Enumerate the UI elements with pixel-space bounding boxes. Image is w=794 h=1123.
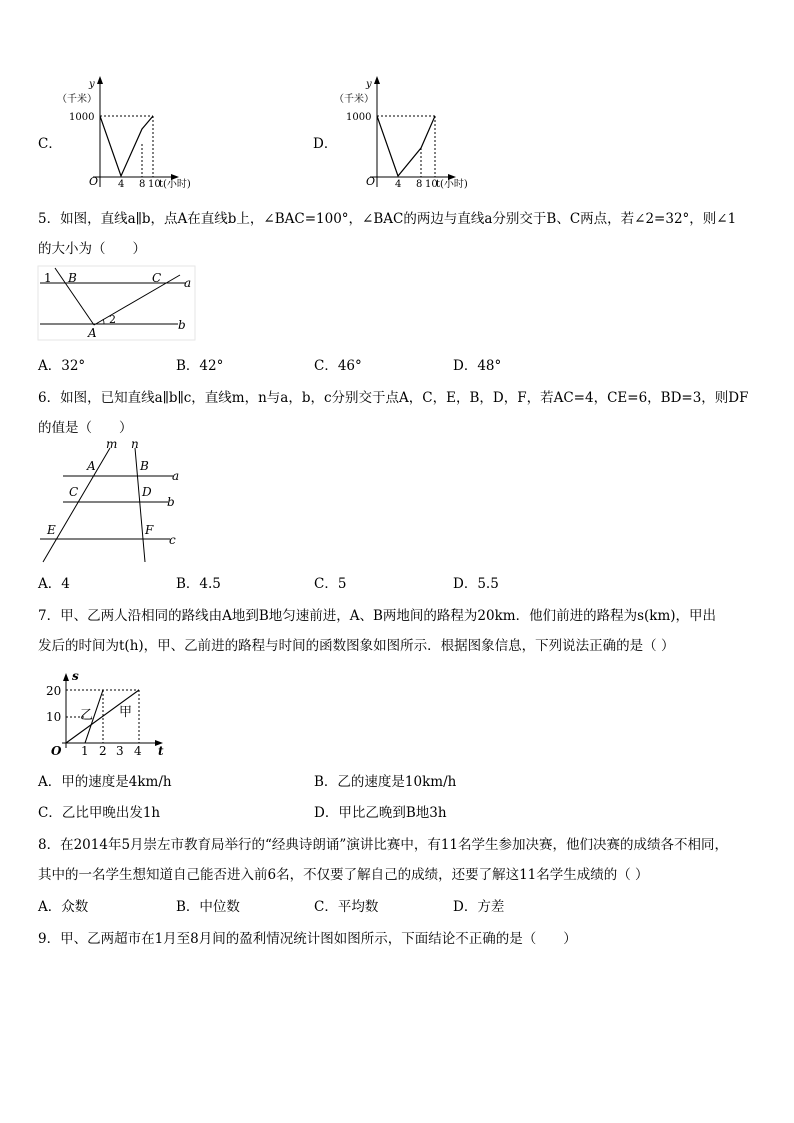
q6-label-b: b (167, 495, 175, 509)
q7-x-tick-1: 1 (81, 744, 89, 758)
q4d-x-tick-4: 4 (395, 179, 402, 190)
q8-option-d: D．方差 (453, 899, 505, 915)
q5-option-c: C．46° (314, 358, 362, 374)
q4c-x-tick-8: 8 (139, 179, 146, 190)
q8-option-a: A．众数 (38, 899, 89, 915)
q7-origin: O (51, 744, 62, 758)
q7-stem-line2: 发后的时间为t(h)，甲、乙前进的路程与时间的函数图象如图所示．根据图象信息，下列说法正确的是（ ） (38, 638, 675, 654)
q4d-y-tick-1000: 1000 (346, 112, 372, 123)
q7-yi-label: 乙 (80, 708, 94, 723)
q4-option-d-label: D． (313, 136, 338, 152)
q8-stem-line2: 其中的一名学生想知道自己能否进入前6名，不仅要了解自己的成绩，还要了解这11名学生成绩的（ ） (38, 867, 649, 883)
q4c-x-tick-4: 4 (118, 179, 125, 190)
q4d-y-unit: （千米） (334, 94, 374, 105)
q6-line-m (43, 448, 110, 562)
q5-option-b: B．42° (176, 358, 224, 374)
q6-option-c: C．5 (314, 576, 347, 592)
q7-option-a: A．甲的速度是4km/h (38, 774, 172, 790)
q7-t-label: t (158, 744, 164, 758)
q4-graph-d (332, 72, 512, 197)
q7-x-tick-2: 2 (99, 744, 107, 758)
q4d-x-tick-8: 8 (416, 179, 423, 190)
q5-stem-line1: 5．如图，直线a∥b，点A在直线b上，∠BAC=100°，∠BAC的两边与直线a分别交于B、C两点，若∠2=32°，则∠1 (38, 211, 737, 227)
q8-option-c: C．平均数 (314, 899, 379, 915)
q6-stem-line2: 的值是（ ） (38, 420, 133, 436)
q7-jia-label: 甲 (119, 705, 133, 720)
q7-s-label: s (72, 669, 79, 683)
q7-option-c: C．乙比甲晚出发1h (38, 805, 161, 821)
q5-label-a: a (184, 276, 192, 290)
q6-option-a: A．4 (38, 576, 70, 592)
q6-label-m: m (106, 437, 118, 451)
q8-option-b: B．中位数 (176, 899, 240, 915)
q5-figure (38, 266, 198, 341)
q6-option-d: D．5.5 (453, 576, 499, 592)
q7-graph (42, 668, 182, 758)
q6-label-D: D (142, 485, 152, 499)
q5-label-C: C (152, 271, 162, 285)
q4d-origin: O (366, 175, 376, 188)
q4d-y-axis-label: y (366, 79, 372, 90)
q4c-origin: O (89, 175, 99, 188)
q8-stem-line1: 8．在2014年5月崇左市教育局举行的“经典诗朗诵”演讲比赛中，有11名学生参加决赛，他们决赛的成绩各不相同， (38, 837, 729, 853)
q4c-y-tick-1000: 1000 (69, 112, 95, 123)
q5-option-d: D．48° (453, 358, 502, 374)
q4c-y-unit: （千米） (57, 94, 97, 105)
q4c-y-axis-label: y (89, 79, 95, 90)
q7-option-d: D．甲比乙晚到B地3h (314, 805, 447, 821)
q6-stem-line1: 6．如图，已知直线a∥b∥c，直线m，n与a，b，c分别交于点A，C，E，B，D，F，若AC=4，CE=6，BD=3，则DF (38, 390, 749, 406)
q6-option-b: B．4.5 (176, 576, 221, 592)
q6-label-B: B (140, 459, 149, 473)
q6-label-a: a (172, 469, 180, 483)
q6-label-C: C (69, 485, 79, 499)
q6-label-A: A (87, 459, 96, 473)
q6-figure (38, 438, 188, 566)
q6-label-E: E (47, 523, 56, 537)
q5-label-b: b (178, 318, 186, 332)
q5-label-B: B (68, 271, 77, 285)
q4-option-c-label: C． (38, 136, 62, 152)
q7-option-b: B．乙的速度是10km/h (314, 774, 457, 790)
q5-label-1: 1 (44, 271, 52, 285)
q7-stem-line1: 7．甲、乙两人沿相同的路线由A地到B地匀速前进，A、B两地间的路程为20km．他们前进的路程为s(km)，甲出 (38, 608, 717, 624)
q7-x-tick-4: 4 (134, 744, 142, 758)
q5-option-a: A．32° (38, 358, 86, 374)
q5-label-A: A (88, 326, 97, 340)
q7-y-tick-20: 20 (46, 684, 62, 698)
q7-x-tick-3: 3 (116, 744, 124, 758)
q4d-x-tick-10: 10 (425, 179, 438, 190)
q4-graph-c (55, 72, 235, 197)
q6-label-n: n (131, 437, 139, 451)
q4d-x-axis-label: t(小时) (436, 179, 468, 190)
q4c-x-axis-label: t(小时) (159, 179, 191, 190)
q6-label-c: c (169, 533, 176, 547)
q7-y-tick-10: 10 (46, 710, 62, 724)
q6-label-F: F (145, 523, 154, 537)
q5-label-2: 2 (109, 313, 116, 326)
q9-stem-line1: 9．甲、乙两超市在1月至8月间的盈利情况统计图如图所示，下面结论不正确的是（ ） (38, 931, 577, 947)
q4c-x-tick-10: 10 (148, 179, 161, 190)
q5-stem-line2: 的大小为（ ） (38, 241, 146, 257)
